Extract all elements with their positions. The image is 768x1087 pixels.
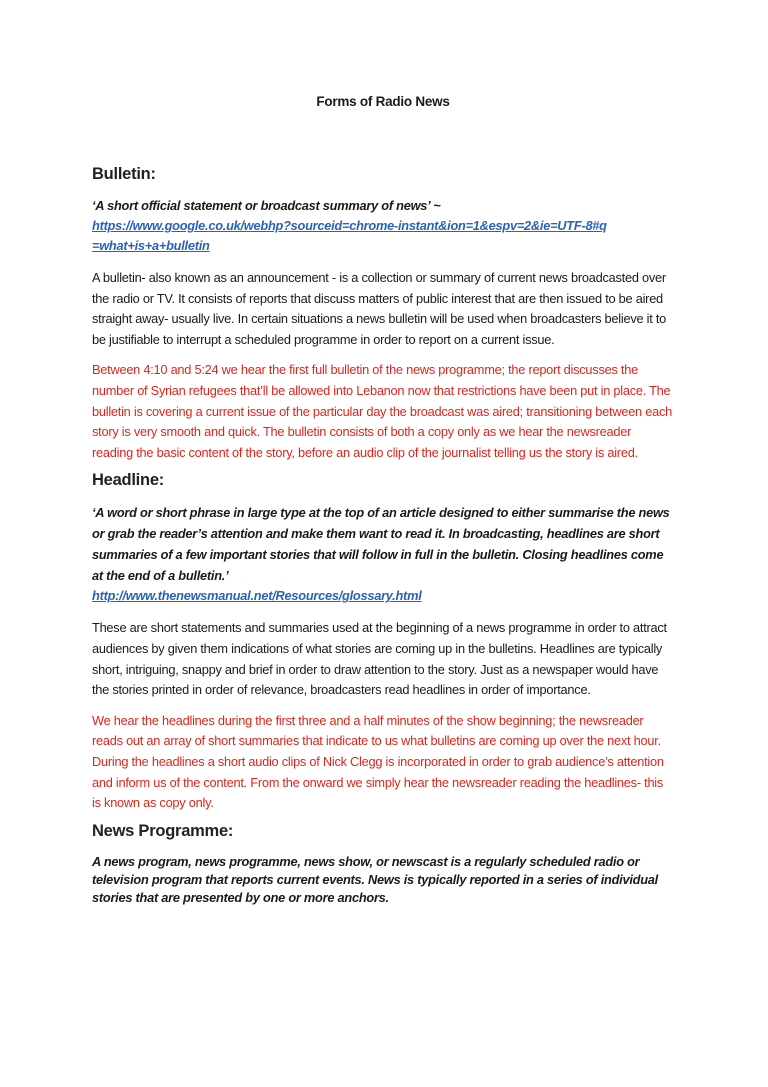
bulletin-source-link[interactable]: https://www.google.co.uk/webhp?sourceid=chrome-instant&ion=1&espv=2&ie=UTF-8#q=what+is+a+bulletin — [92, 218, 607, 253]
document-body — [92, 94, 674, 907]
headline-quote-block — [92, 502, 674, 606]
headline-source-link[interactable]: http://www.thenewsmanual.net/Resources/glossary.html — [92, 588, 422, 604]
section-headline — [92, 471, 674, 813]
section-heading-bulletin: Bulletin: — [92, 165, 156, 183]
section-heading-headline: Headline: — [92, 471, 165, 490]
news-programme-quote: A news program, news programme, news show, or newscast is a regularly scheduled radio or television program that reports current events. News is typically reported in a series of individual stories that are presented by one or more anchors. — [92, 853, 658, 905]
page-title: Forms of Radio News — [316, 94, 450, 109]
bulletin-quote: ‘A short official statement or broadcast summary of news’ ~ — [92, 198, 441, 213]
bulletin-analysis: Between 4:10 and 5:24 we hear the first full bulletin of the news programme; the report discusses the number of Syrian refugees that’ll be allowed into Lebanon now that restrictions have been put in place. The bulletin is covering a current issue of the particular day the broadcast was aired; transitioning between each story is very smooth and quick. The bulletin consists of both a copy only as we hear the newsreader reading the basic content of the story, before an audio clip of the journalist telling us the story is aired. — [92, 362, 672, 460]
section-heading-news-programme: News Programme: — [92, 821, 234, 840]
headline-quote: ‘A word or short phrase in large type at the top of an article designed to either summarise the news or grab the reader’s attention and make them want to read it. In broadcasting, headlines are short summaries of a few important stories that will follow in full in the bulletin. Closing headlines come at the end of a bulletin.’ — [92, 505, 670, 584]
bulletin-definition: A bulletin- also known as an announcement - is a collection or summary of current news broadcasted over the radio or TV. It consists of reports that discuss matters of public interest that are then issued to be aired straight away- usually live. In certain situations a news bulletin will be used when broadcasters believe it to be justifiable to interrupt a scheduled programme in order to report on a current issue. — [92, 270, 667, 347]
headline-analysis: We hear the headlines during the first three and a half minutes of the show beginning; the newsreader reads out an array of short summaries that indicate to us what bulletins are coming up over the next hour. During the headlines a short audio clips of Nick Clegg is incorporated in order to grab audience’s attention and inform us of the content. From the onward we simply hear the newsreader reading the headlines- this is known as copy only. — [92, 712, 664, 811]
headline-definition: These are short statements and summaries used at the beginning of a news programme in order to attract audiences by given them indications of what stories are coming up in the bulletins. Headlines are typically short, intriguing, snappy and brief in order to draw attention to the story. Just as a newspaper would have the stories printed in order of relevance, broadcasters read headlines in order of importance. — [92, 620, 667, 698]
section-bulletin — [92, 165, 674, 463]
section-news-programme — [92, 822, 674, 907]
bulletin-quote-block — [92, 196, 674, 256]
